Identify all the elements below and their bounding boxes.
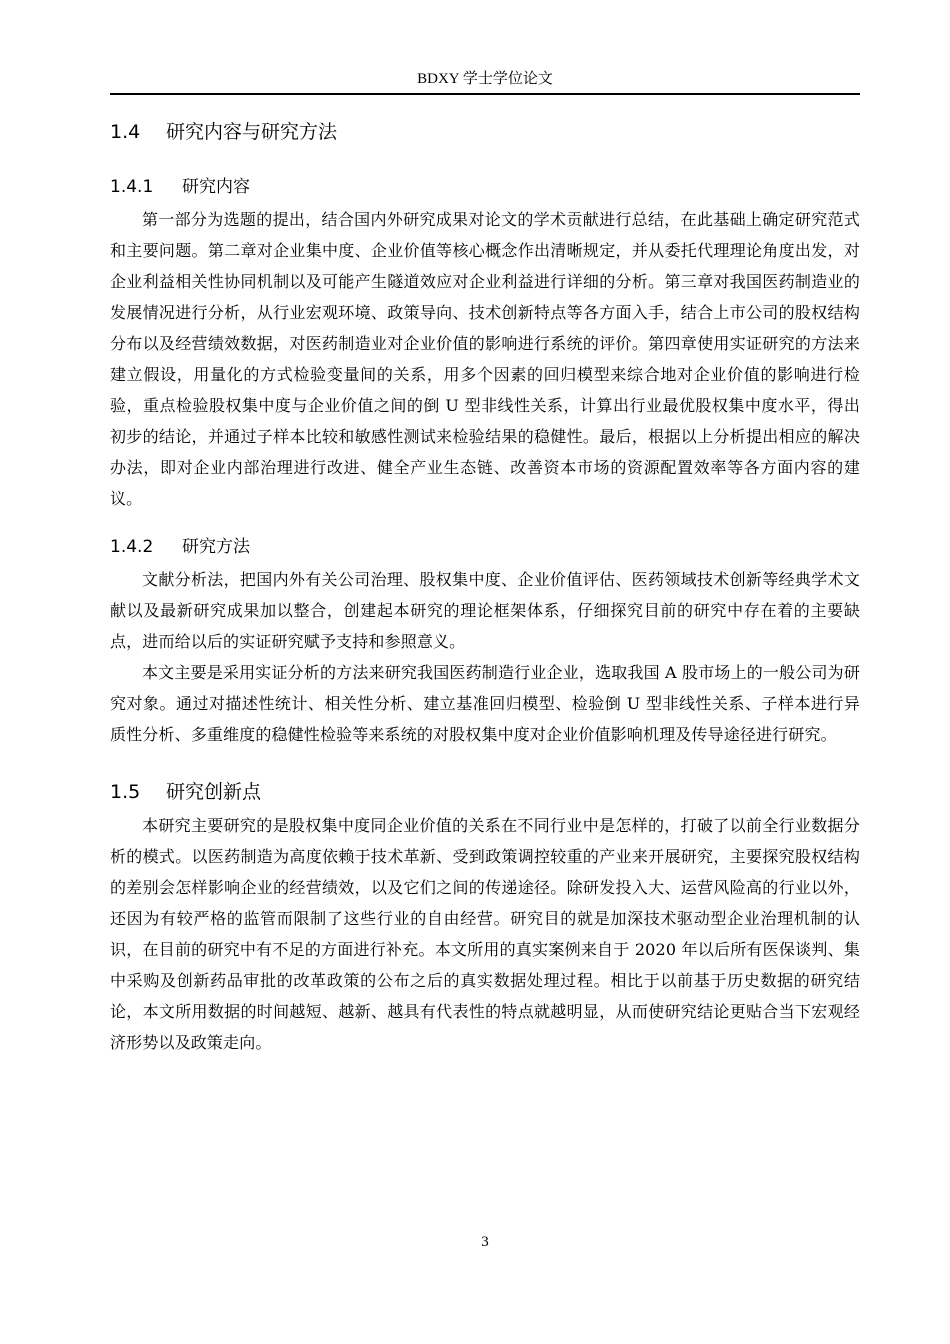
section-heading-1-4 — [110, 118, 860, 146]
section-body-1-5 — [110, 810, 860, 1058]
paragraph: 本文主要是采用实证分析的方法来研究我国医药制造行业企业，选取我国 A 股市场上的一般公司为研究对象。通过对描述性统计、相关性分析、建立基准回归模型、检验倒 U 型非线性关系、子样本进行异质性分析、多重维度的稳健性检验等来系统的对股权集中度对企业价值影响机理及传导途径进行研究。 — [110, 663, 860, 744]
section-number: 1.5 — [110, 781, 141, 803]
subsection-body-1-4-2 — [110, 564, 860, 750]
subsection-title: 研究内容 — [182, 177, 250, 197]
subsection-number: 1.4.1 — [110, 177, 154, 197]
paragraph: 本研究主要研究的是股权集中度同企业价值的关系在不同行业中是怎样的，打破了以前全行业数据分析的模式。以医药制造为高度依赖于技术革新、受到政策调控较重的产业来开展研究，主要探究股权结构的差别会怎样影响企业的经营绩效，以及它们之间的传递途径。除研发投入大、运营风险高的行业以外，还因为有较严格的监管而限制了这些行业的自由经营。研究目的就是加深技术驱动型企业治理机制的认识，在目前的研究中有不足的方面进行补充。本文所用的真实案例来自于 2020 年以后所有医保谈判、集中采购及创新药品审批的改革政策的公布之后的真实数据处理过程。相比于以前基于历史数据的研究结论，本文所用数据的时间越短、越新、越具有代表性的特点就越明显，从而使研究结论更贴合当下宏观经济形势以及政策走向。 — [110, 816, 860, 1052]
subsection-heading-1-4-2 — [110, 534, 860, 560]
subsection-number: 1.4.2 — [110, 537, 154, 557]
section-heading-1-5 — [110, 778, 860, 806]
subsection-title: 研究方法 — [182, 537, 250, 557]
page-number: 3 — [481, 1234, 489, 1250]
section-title: 研究内容与研究方法 — [166, 121, 338, 143]
section-title: 研究创新点 — [166, 781, 262, 803]
section-number: 1.4 — [110, 121, 141, 143]
subsection-body-1-4-1 — [110, 204, 860, 514]
running-header: BDXY 学士学位论文 — [417, 71, 553, 87]
header-rule — [110, 93, 860, 95]
paragraph: 第一部分为选题的提出，结合国内外研究成果对论文的学术贡献进行总结，在此基础上确定研究范式和主要问题。第二章对企业集中度、企业价值等核心概念作出清晰规定，并从委托代理理论角度出发，对企业利益相关性协同机制以及可能产生隧道效应对企业利益进行详细的分析。第三章对我国医药制造业的发展情况进行分析，从行业宏观环境、政策导向、技术创新特点等各方面入手，结合上市公司的股权结构分布以及经营绩效数据，对医药制造业对企业价值的影响进行系统的评价。第四章使用实证研究的方法来建立假设，用量化的方式检验变量间的关系，用多个因素的回归模型来综合地对企业价值的影响进行检验，重点检验股权集中度与企业价值之间的倒 U 型非线性关系，计算出行业最优股权集中度水平，得出初步的结论，并通过子样本比较和敏感性测试来检验结果的稳健性。最后，根据以上分析提出相应的解决办法，即对企业内部治理进行改进、健全产业生态链、改善资本市场的资源配置效率等各方面内容的建议。 — [110, 210, 860, 508]
paragraph: 文献分析法，把国内外有关公司治理、股权集中度、企业价值评估、医药领域技术创新等经典学术文献以及最新研究成果加以整合，创建起本研究的理论框架体系，仔细探究目前的研究中存在着的主要缺点，进而给以后的实证研究赋予支持和参照意义。 — [110, 570, 860, 651]
subsection-heading-1-4-1 — [110, 174, 860, 200]
page-body — [110, 112, 860, 1058]
